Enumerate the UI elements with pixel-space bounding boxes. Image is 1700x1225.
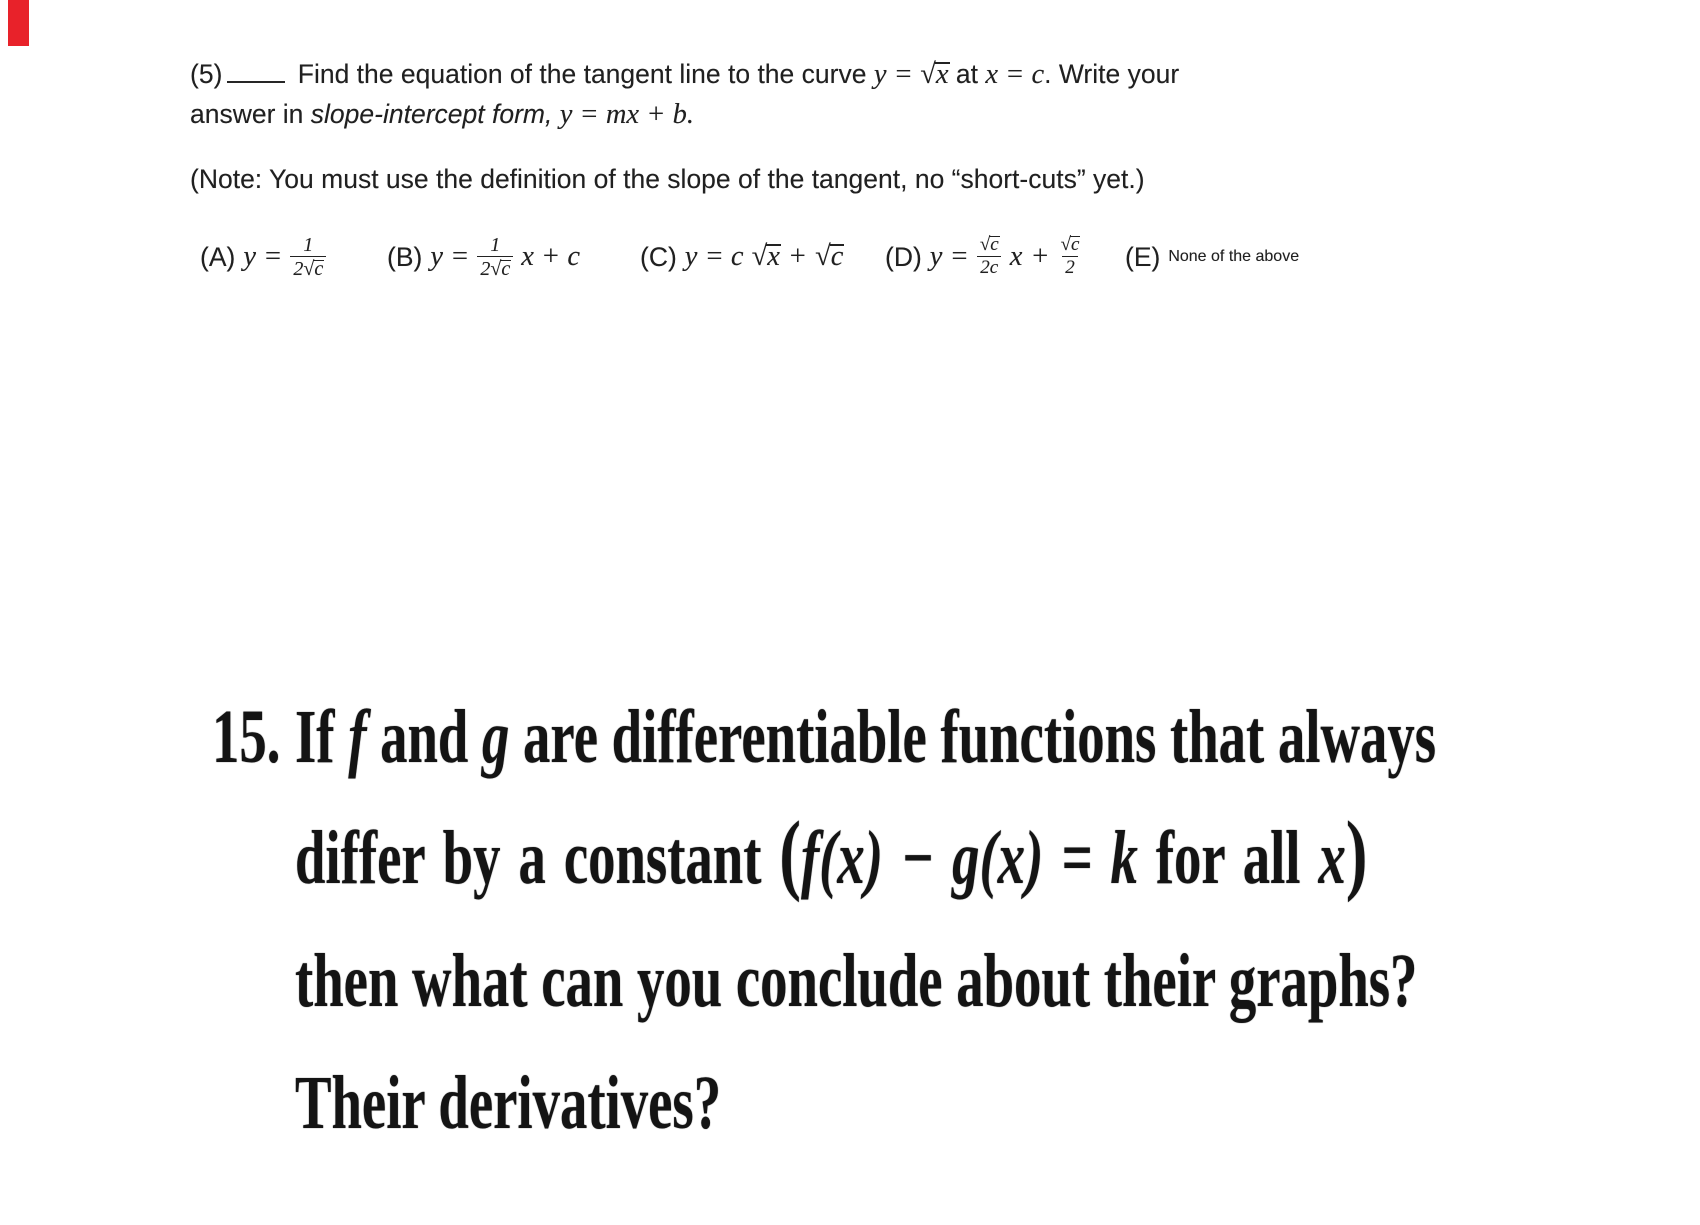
sqrt-x-expression xyxy=(752,241,780,273)
choice-b xyxy=(387,230,580,284)
fraction-denominator: 2 xyxy=(1062,256,1078,279)
q15-l1-text-a: If xyxy=(295,695,335,779)
radical-sign: √ xyxy=(979,234,991,256)
plus-sign: + xyxy=(787,241,808,272)
math-y-mx-b: y = mx + b. xyxy=(559,99,694,130)
choice-e-label: (E) xyxy=(1125,241,1161,272)
choice-e-text: None of the above xyxy=(1168,248,1300,265)
radicand-c: c xyxy=(501,258,511,280)
math-f-minus-g-equals-k: f(x) − g(x) = k xyxy=(800,816,1138,900)
radicand-c: c xyxy=(830,241,844,272)
fraction-numerator: 1 xyxy=(490,234,501,256)
choice-b-label: (B) xyxy=(387,241,423,272)
q15-number: 15. xyxy=(212,695,281,779)
plus-sign: + xyxy=(1030,241,1050,272)
math-y-equals: y = xyxy=(873,59,913,90)
choice-d-fraction-2 xyxy=(1058,235,1083,279)
red-corner-marker xyxy=(8,0,29,46)
radicand-c: c xyxy=(314,258,324,280)
q15-text-line2 xyxy=(295,804,1368,903)
radicand-x: x xyxy=(935,59,949,90)
radicand-c: c xyxy=(1071,234,1080,256)
variable-x: x xyxy=(1318,816,1346,900)
q15-l2-text-a: differ by a constant xyxy=(295,816,762,900)
choice-e xyxy=(1125,230,1299,284)
choice-c xyxy=(640,230,843,284)
q5-number: (5) xyxy=(190,59,223,89)
choice-d-label: (D) xyxy=(885,241,922,272)
choice-c-lead: y = c xyxy=(684,241,744,272)
q5-note-line xyxy=(190,166,1145,193)
choice-d-lead: y = xyxy=(929,241,969,272)
variable-x: x xyxy=(1009,241,1023,272)
variable-f: f xyxy=(348,695,367,779)
radical-sign: √ xyxy=(815,241,831,272)
fraction-denominator xyxy=(290,256,326,280)
radical-sign: √ xyxy=(1060,234,1072,256)
fraction-numerator: 1 xyxy=(303,234,314,256)
q5-prompt-line2 xyxy=(190,101,694,130)
q15-text-line1 xyxy=(295,696,1436,780)
radical-sign: √ xyxy=(920,59,936,90)
choice-c-label: (C) xyxy=(640,241,677,272)
choice-a xyxy=(200,230,326,284)
choice-b-tail: x + c xyxy=(521,241,580,272)
sqrt-x-expression xyxy=(920,59,948,90)
q5-prompt-line1 xyxy=(190,61,1179,90)
note-text: (Note: You must use the definition of the slope of the tangent, no “short-cuts” yet.) xyxy=(190,164,1145,194)
radical-sign: √ xyxy=(303,258,315,280)
word-at: at xyxy=(955,59,979,89)
slope-intercept-form-text: slope-intercept form, xyxy=(310,99,553,129)
q15-text-line4: Their derivatives? xyxy=(295,1061,722,1145)
choice-d xyxy=(885,230,1082,284)
open-paren: ( xyxy=(779,804,801,903)
den-coefficient: 2 xyxy=(293,258,304,280)
q15-l1-text-c: are differentiable functions that always xyxy=(523,695,1437,779)
choice-b-fraction xyxy=(477,234,513,280)
variable-g: g xyxy=(482,695,510,779)
choice-a-lead: y = xyxy=(243,241,283,272)
q5-answer-blank xyxy=(227,81,285,84)
sqrt-c-expression xyxy=(815,241,843,273)
q5-prompt-text-b: . Write your xyxy=(1044,59,1180,89)
fraction-numerator xyxy=(1058,235,1083,256)
choice-d-fraction-1 xyxy=(977,235,1002,279)
radical-sign: √ xyxy=(490,258,502,280)
q15-text-line3: then what can you conclude about their graphs? xyxy=(295,939,1418,1023)
radicand-x: x xyxy=(767,241,780,272)
q15-l1-text-b: and xyxy=(380,695,469,779)
den-coefficient: 2 xyxy=(480,258,491,280)
radical-sign: √ xyxy=(751,241,768,272)
choice-a-label: (A) xyxy=(200,241,236,272)
choice-b-lead: y = xyxy=(430,241,470,272)
fraction-denominator xyxy=(477,256,513,280)
radicand-c: c xyxy=(990,234,999,256)
math-x-equals-c: x = c xyxy=(985,59,1045,90)
fraction-numerator xyxy=(977,235,1002,256)
choice-a-fraction xyxy=(290,234,326,280)
fraction-denominator: 2c xyxy=(977,256,1001,279)
answer-in-text: answer in xyxy=(190,99,304,129)
close-paren: ) xyxy=(1345,804,1368,903)
q5-prompt-text-a: Find the equation of the tangent line to the curve xyxy=(297,59,867,89)
q15-l2-text-b: for all xyxy=(1155,816,1301,900)
